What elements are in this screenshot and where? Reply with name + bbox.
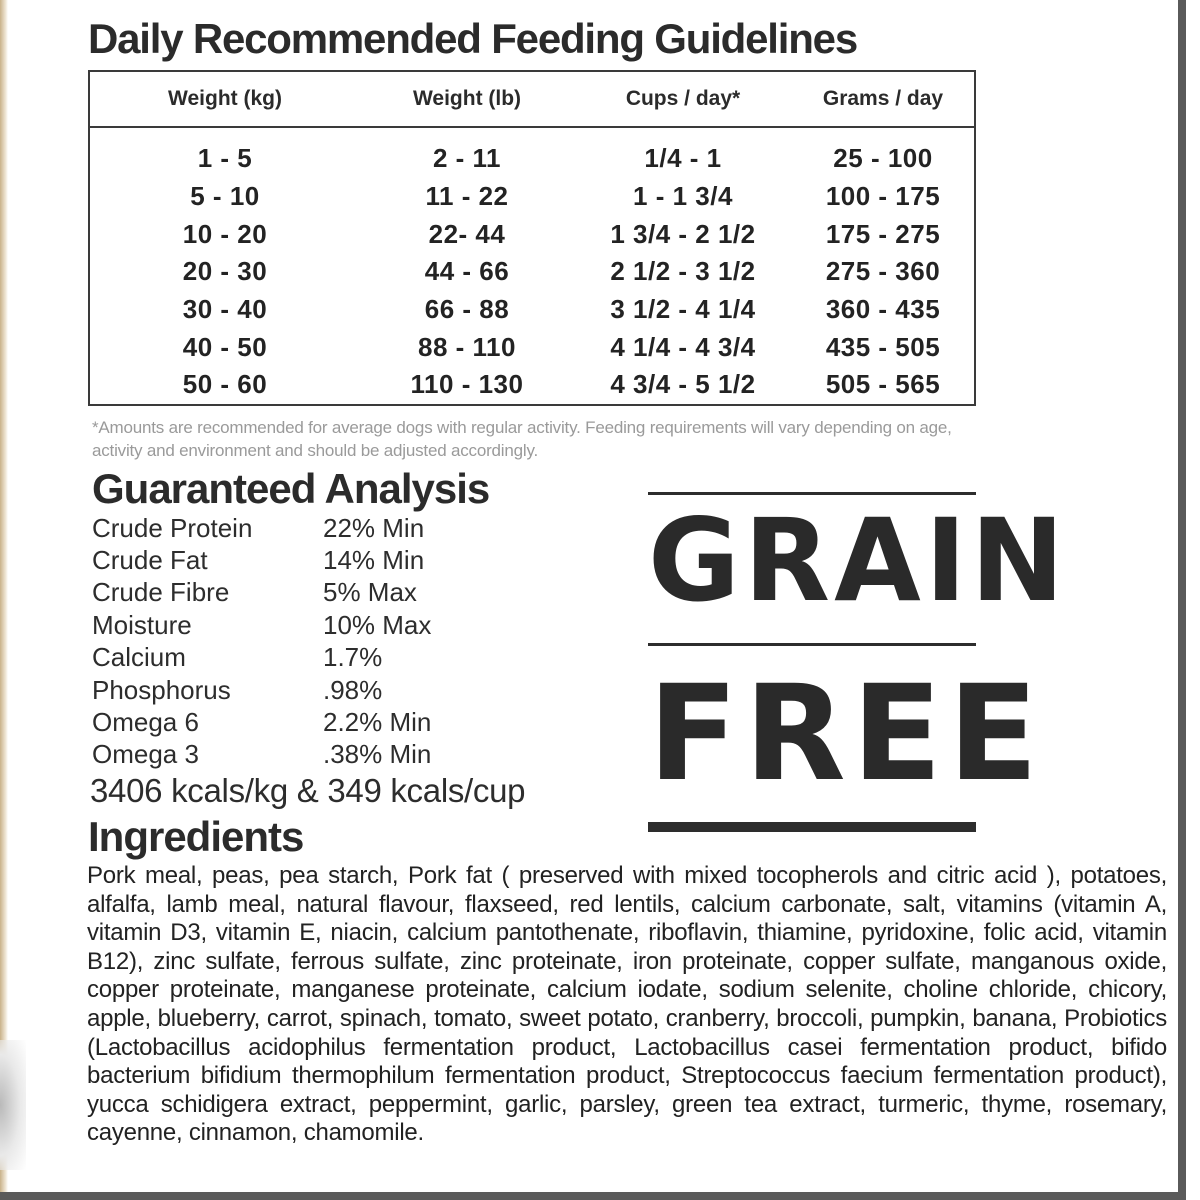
- cell-grams: 435 - 505: [825, 331, 941, 362]
- analysis-value: 2.2% Min: [323, 707, 432, 738]
- analysis-row: [92, 674, 592, 706]
- analysis-name: Omega 3: [92, 739, 199, 770]
- analysis-name: Calcium: [92, 642, 186, 673]
- analysis-row: [92, 609, 592, 641]
- cell-weight-lb: 44 - 66: [424, 256, 510, 287]
- cell-grams: 505 - 565: [825, 369, 941, 400]
- cell-cups: 3 1/2 - 4 1/4: [610, 294, 756, 325]
- badge-word-grain: GRAIN: [648, 494, 1069, 628]
- cell-cups: 4 3/4 - 5 1/2: [610, 369, 756, 400]
- package-edge-shadow: [0, 1040, 26, 1170]
- cell-grams: 275 - 360: [825, 256, 941, 287]
- table-row: [90, 328, 974, 366]
- cell-cups: 4 1/4 - 4 3/4: [610, 331, 756, 362]
- cell-weight-kg: 30 - 40: [182, 294, 268, 325]
- cell-cups: 1 - 1 3/4: [633, 181, 733, 212]
- badge-bottom-rule: [648, 822, 976, 832]
- analysis-value: 5% Max: [323, 577, 417, 608]
- feeding-table-body: [90, 128, 974, 404]
- analysis-value: .98%: [323, 674, 383, 705]
- ingredients-title: Ingredients: [88, 813, 304, 860]
- analysis-value: 10% Max: [323, 609, 432, 640]
- analysis-name: Moisture: [92, 609, 192, 640]
- header-grams-per-day: Grams / day: [822, 87, 944, 110]
- table-row: [90, 291, 974, 329]
- cell-weight-kg: 20 - 30: [182, 256, 268, 287]
- analysis-value: 22% Min: [323, 512, 425, 543]
- analysis-row: [92, 642, 592, 674]
- analysis-row: [92, 706, 592, 738]
- bottom-border: [0, 1192, 1186, 1200]
- analysis-value: .38% Min: [323, 739, 432, 770]
- feeding-table: [88, 70, 976, 406]
- cell-weight-kg: 1 - 5: [197, 143, 253, 174]
- header-weight-kg: Weight (kg): [168, 87, 282, 110]
- table-row: [90, 253, 974, 291]
- analysis-row: [92, 512, 592, 544]
- cell-grams: 100 - 175: [825, 181, 941, 212]
- cell-weight-lb: 11 - 22: [425, 181, 509, 212]
- analysis-name: Phosphorus: [92, 674, 231, 705]
- feeding-footnote: *Amounts are recommended for average dogs with regular activity. Feeding requirements will vary depending on age, activity and environment and should be adjusted accordingly.: [92, 418, 952, 460]
- guaranteed-analysis-list: [92, 512, 592, 771]
- badge-word-free: FREE: [648, 657, 1045, 811]
- guaranteed-analysis-title: Guaranteed Analysis: [92, 465, 490, 512]
- cell-cups: 1/4 - 1: [644, 143, 722, 174]
- feeding-guidelines-title: Daily Recommended Feeding Guidelines: [88, 15, 857, 62]
- table-row: [90, 178, 974, 216]
- cell-weight-lb: 66 - 88: [424, 294, 510, 325]
- cell-weight-lb: 88 - 110: [418, 331, 516, 362]
- analysis-name: Omega 6: [92, 707, 199, 738]
- cell-weight-kg: 50 - 60: [182, 369, 268, 400]
- analysis-name: Crude Protein: [92, 512, 253, 543]
- right-border: [1178, 0, 1186, 1195]
- cell-weight-lb: 110 - 130: [410, 369, 524, 400]
- cell-weight-kg: 40 - 50: [182, 331, 268, 362]
- badge-middle-rule: [648, 643, 976, 646]
- table-row: [90, 366, 974, 404]
- header-weight-lb: Weight (lb): [412, 87, 522, 110]
- analysis-row: [92, 577, 592, 609]
- cell-grams: 25 - 100: [833, 143, 933, 174]
- cell-weight-lb: 2 - 11: [432, 143, 502, 174]
- ingredients-text: Pork meal, peas, pea starch, Pork fat ( preserved with mixed tocopherols and citric acid ), potatoes, alfalfa, lamb meal, natural flavour, flaxseed, red lentils, calcium carbonate, salt, vitamins (vitamin A, vitamin D3, vitamin E, niacin, calcium pantothenate, riboflavin, thiamine, pyridoxine, folic acid, vitamin B12), zinc sulfate, ferrous sulfate, zinc proteinate, iron proteinate, copper sulfate, manganous oxide, copper proteinate, manganese proteinate, calcium iodate, sodium selenite, choline chloride, chicory, apple, blueberry, carrot, spinach, tomato, sweet potato, cranberry, broccoli, pumpkin, banana, Probiotics (Lactobacillus acidophilus fermentation product, Lactobacillus casei fermentation product, bifido bacterium bifidium thermophilum fermentation product, Streptococcus faecium fermentation product), yucca schidigera extract, peppermint, garlic, parsley, green tea extract, turmeric, thyme, rosemary, cayenne, cinnamon, chamomile.: [87, 862, 1167, 1147]
- table-row: [90, 140, 974, 178]
- cell-weight-lb: 22- 44: [428, 218, 506, 249]
- cell-weight-kg: 5 - 10: [190, 181, 260, 212]
- calorie-content: 3406 kcals/kg & 349 kcals/cup: [90, 772, 526, 809]
- analysis-row: [92, 544, 592, 576]
- package-edge: [0, 0, 8, 1200]
- cell-cups: 2 1/2 - 3 1/2: [610, 256, 756, 287]
- cell-grams: 175 - 275: [825, 218, 941, 249]
- cell-cups: 1 3/4 - 2 1/2: [610, 218, 756, 249]
- analysis-row: [92, 739, 592, 771]
- table-row: [90, 215, 974, 253]
- analysis-value: 14% Min: [323, 545, 425, 576]
- analysis-name: Crude Fat: [92, 545, 208, 576]
- header-cups-per-day: Cups / day*: [625, 87, 741, 110]
- grain-free-badge: [648, 492, 1069, 834]
- analysis-value: 1.7%: [323, 642, 383, 673]
- feeding-table-header: [90, 72, 974, 128]
- cell-weight-kg: 10 - 20: [182, 218, 268, 249]
- cell-grams: 360 - 435: [825, 294, 941, 325]
- analysis-name: Crude Fibre: [92, 577, 230, 608]
